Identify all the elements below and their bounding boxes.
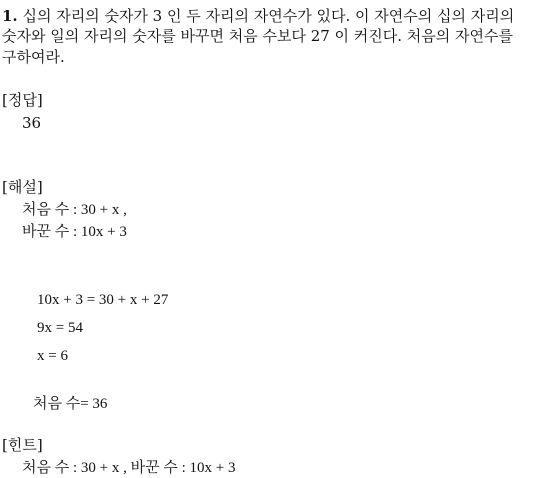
problem-number: 1.	[2, 7, 18, 25]
solution-result: 처음 수= 36	[33, 396, 108, 412]
hint-line-1: 처음 수 : 30 + x , 바꾼 수 : 10x + 3	[22, 460, 236, 476]
answer-header: [정답]	[2, 91, 43, 109]
equation-2: 9x = 54	[37, 320, 83, 336]
equation-1: 10x + 3 = 30 + x + 27	[37, 292, 169, 308]
solution-line-2: 바꾼 수 : 10x + 3	[22, 224, 127, 240]
solution-line-1: 처음 수 : 30 + x ,	[22, 202, 127, 218]
problem-line-2: 숫자와 일의 자리의 숫자를 바꾸면 처음 수보다 27 이 커진다. 처음의 자연수를	[2, 27, 514, 45]
equation-3: x = 6	[37, 348, 68, 364]
problem-text-1: 십의 자리의 숫자가 3 인 두 자리의 자연수가 있다. 이 자연수의 십의 자리의	[22, 7, 515, 25]
problem-line-3: 구하여라.	[2, 48, 65, 66]
answer-value: 36	[22, 114, 42, 132]
solution-header: [해설]	[2, 178, 43, 196]
problem-line-1	[2, 6, 514, 26]
hint-header: [힌트]	[2, 436, 43, 454]
